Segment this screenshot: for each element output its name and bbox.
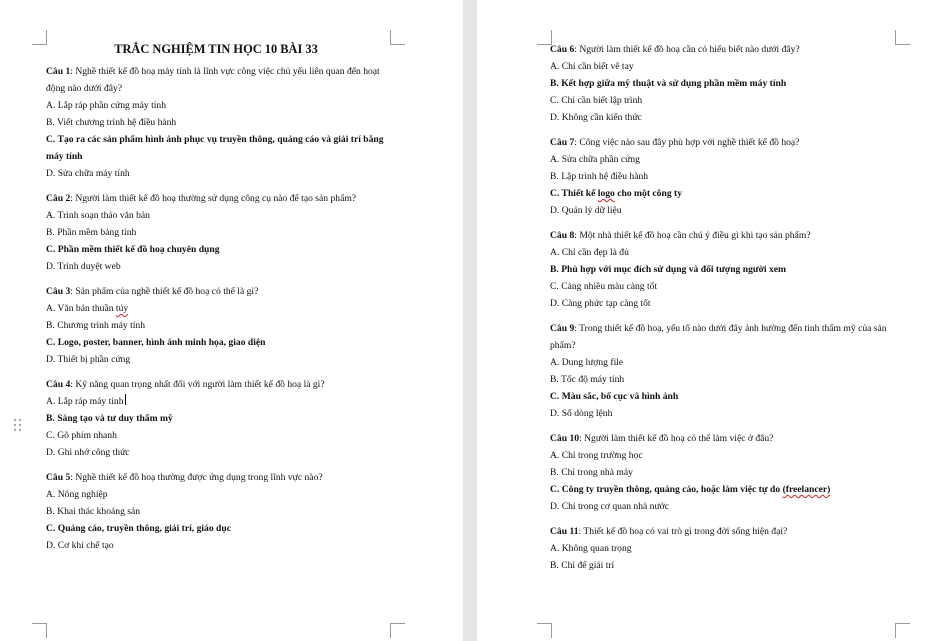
question-text[interactable] [550, 134, 895, 151]
option-text: C. Tạo ra các sản phẩm hình ảnh phục vụ truyền thông, quảng cáo và giải trí bằng máy tính [46, 134, 384, 162]
question-label: Câu 7 [550, 137, 575, 148]
option-text: B. Sáng tạo và tư duy thẩm mỹ [46, 413, 173, 424]
question-label: Câu 10 [550, 433, 580, 444]
page-body[interactable] [550, 41, 895, 582]
option-text: A. Sửa chữa phần cứng [550, 154, 640, 165]
answer-option[interactable] [46, 393, 386, 410]
text-cursor [125, 394, 126, 405]
option-text: C. Chỉ cần biết lập trình [550, 95, 643, 106]
answer-option[interactable] [550, 278, 895, 295]
question-label: Câu 1 [46, 66, 71, 77]
option-text: C. Thiết kế [550, 188, 598, 199]
question-prompt: : Nghề thiết kế đồ hoạ thường được ứng dụng trong lĩnh vực nào? [70, 472, 323, 483]
question-block [550, 227, 895, 312]
question-label: Câu 2 [46, 193, 71, 204]
option-text: B. Khai thác khoáng sản [46, 506, 141, 517]
document-title: TRẮC NGHIỆM TIN HỌC 10 BÀI 33 [114, 42, 318, 56]
option-text: B. Chỉ để giải trí [550, 560, 615, 571]
option-text: B. Chương trình máy tính [46, 320, 146, 331]
option-text: C. Logo, poster, banner, hình ảnh minh họa, giao diện [46, 337, 266, 348]
option-text: B. Chỉ trong nhà máy [550, 467, 633, 478]
answer-option[interactable] [46, 486, 386, 503]
question-label: Câu 5 [46, 472, 71, 483]
option-text: A. Văn bản thuần [46, 303, 116, 314]
option-text: B. Phù hợp với mục đích sử dụng và đối tượng người xem [550, 264, 787, 275]
question-text[interactable] [46, 190, 386, 207]
option-text: B. Phần mềm bảng tính [46, 227, 137, 238]
question-text[interactable] [550, 430, 895, 447]
option-text: C. Càng nhiều màu càng tốt [550, 281, 658, 292]
question-label: Câu 6 [550, 44, 575, 55]
answer-option[interactable] [46, 258, 386, 275]
answer-option[interactable] [550, 295, 895, 312]
answer-option[interactable] [550, 354, 895, 371]
option-text: A. Lắp ráp máy tính [46, 396, 124, 407]
answer-option[interactable] [550, 151, 895, 168]
question-block [46, 190, 386, 275]
question-block [46, 376, 386, 461]
answer-option[interactable] [46, 444, 386, 461]
question-text[interactable] [46, 283, 386, 300]
option-text: A. Chỉ trong trường học [550, 450, 643, 461]
answer-option[interactable] [46, 114, 386, 131]
answer-option[interactable] [550, 405, 895, 422]
option-text: C. Phần mềm thiết kế đồ hoạ chuyên dụng [46, 244, 220, 255]
answer-option[interactable] [550, 92, 895, 109]
margin-corner-mark [537, 623, 552, 638]
option-text-tail: cho một công ty [614, 188, 683, 199]
option-text: A. Nông nghiệp [46, 489, 108, 500]
question-text[interactable] [550, 523, 895, 540]
answer-option[interactable] [550, 447, 895, 464]
option-text: C. Công ty truyền thông, quảng cáo, hoặc làm việc tự do [550, 484, 783, 495]
question-prompt: : Thiết kế đồ hoạ có vai trò gì trong đời sống hiện đại? [578, 526, 788, 537]
question-text[interactable] [46, 469, 386, 486]
question-prompt: : Kỹ năng quan trọng nhất đối với người làm thiết kế đồ hoạ là gì? [70, 379, 325, 390]
answer-option-correct[interactable] [46, 520, 386, 537]
question-block [46, 63, 386, 182]
question-prompt: : Một nhà thiết kế đồ hoạ cần chú ý điều gì khi tạo sản phẩm? [574, 230, 811, 241]
answer-option[interactable] [46, 300, 386, 317]
question-label: Câu 9 [550, 323, 575, 334]
option-text: B. Lập trình hệ điều hành [550, 171, 649, 182]
question-prompt: : Trong thiết kế đồ hoạ, yếu tố nào dưới đây ảnh hưởng đến tính thẩm mỹ của sản phẩm? [550, 323, 887, 351]
document-page-left[interactable] [0, 0, 463, 641]
answer-option[interactable] [46, 317, 386, 334]
answer-option[interactable] [46, 97, 386, 114]
margin-corner-mark [32, 623, 47, 638]
answer-option[interactable] [550, 557, 895, 574]
margin-corner-mark [895, 30, 910, 45]
question-prompt: : Nghề thiết kế đồ hoạ máy tính là lĩnh vực công việc chủ yếu liên quan đến hoạt động nào dưới đây? [46, 66, 380, 94]
answer-option[interactable] [550, 371, 895, 388]
option-text: D. Không cần kiến thức [550, 112, 642, 123]
option-text: D. Ghi nhớ công thức [46, 447, 130, 458]
answer-option[interactable] [550, 540, 895, 557]
option-text: D. Cơ khí chế tạo [46, 540, 114, 551]
answer-option-correct[interactable] [550, 388, 895, 405]
answer-option[interactable] [46, 165, 386, 182]
spellcheck-flagged-word[interactable]: (freelancer) [782, 484, 831, 495]
margin-corner-mark [390, 30, 405, 45]
answer-option[interactable] [550, 58, 895, 75]
question-text[interactable] [46, 376, 386, 393]
question-block [550, 320, 895, 422]
option-text: B. Tốc độ máy tính [550, 374, 625, 385]
question-prompt: : Người làm thiết kế đồ hoạ có thể làm việc ở đâu? [579, 433, 774, 444]
page-body[interactable] [46, 41, 386, 562]
answer-option[interactable] [550, 109, 895, 126]
question-block [46, 283, 386, 368]
margin-corner-mark [32, 30, 47, 45]
option-text: D. Số dòng lệnh [550, 408, 613, 419]
answer-option-correct[interactable] [46, 241, 386, 258]
question-prompt: : Công việc nào sau đây phù hợp với nghề thiết kế đồ hoạ? [574, 137, 800, 148]
option-text: C. Quảng cáo, truyền thông, giải trí, giáo dục [46, 523, 231, 534]
answer-option-correct[interactable] [550, 185, 895, 202]
option-text: D. Sửa chữa máy tính [46, 168, 130, 179]
spellcheck-flagged-word[interactable]: túy [115, 303, 129, 314]
answer-option[interactable] [46, 224, 386, 241]
option-text: A. Lắp ráp phần cứng máy tính [46, 100, 167, 111]
option-text: D. Càng phức tạp càng tốt [550, 298, 651, 309]
question-block [550, 523, 895, 574]
answer-option[interactable] [550, 244, 895, 261]
question-label: Câu 4 [46, 379, 71, 390]
answer-option-correct[interactable] [46, 410, 386, 427]
option-text: D. Trình duyệt web [46, 261, 121, 272]
option-text: A. Chỉ cần đẹp là đủ [550, 247, 629, 258]
question-text[interactable] [550, 227, 895, 244]
option-text: D. Quản lý dữ liệu [550, 205, 622, 216]
answer-option[interactable] [46, 207, 386, 224]
question-label: Câu 8 [550, 230, 575, 241]
option-text: D. Thiết bị phần cứng [46, 354, 131, 365]
question-prompt: : Người làm thiết kế đồ hoạ cần có hiểu biết nào dưới đây? [574, 44, 800, 55]
answer-option[interactable] [46, 503, 386, 520]
answer-option[interactable] [46, 537, 386, 554]
answer-option-correct[interactable] [46, 131, 386, 165]
answer-option[interactable] [550, 498, 895, 515]
margin-corner-mark [895, 623, 910, 638]
question-block [550, 41, 895, 126]
option-text: C. Gõ phím nhanh [46, 430, 117, 441]
question-block [550, 430, 895, 515]
answer-option[interactable] [550, 202, 895, 219]
answer-option-correct[interactable] [550, 261, 895, 278]
question-text[interactable] [550, 41, 895, 58]
block-drag-handle[interactable] [14, 419, 22, 433]
question-block [46, 469, 386, 554]
answer-option[interactable] [550, 168, 895, 185]
spellcheck-flagged-word[interactable]: logo [597, 188, 615, 199]
option-text: B. Kết hợp giữa mỹ thuật và sử dụng phần mềm máy tính [550, 78, 787, 89]
option-text: A. Không quan trọng [550, 543, 632, 554]
option-text: B. Viết chương trình hệ điều hành [46, 117, 177, 128]
question-text[interactable] [550, 320, 895, 354]
margin-corner-mark [390, 623, 405, 638]
answer-option[interactable] [46, 351, 386, 368]
option-text: A. Chỉ cần biết vẽ tay [550, 61, 634, 72]
answer-option-correct[interactable] [550, 75, 895, 92]
option-text: C. Màu sắc, bố cục và hình ảnh [550, 391, 679, 402]
answer-option-correct[interactable] [550, 481, 895, 498]
option-text: A. Dung lượng file [550, 357, 624, 368]
question-prompt: : Người làm thiết kế đồ hoạ thường sử dụng công cụ nào để tạo sản phẩm? [70, 193, 357, 204]
answer-option[interactable] [550, 464, 895, 481]
document-page-right[interactable] [477, 0, 949, 641]
option-text: D. Chỉ trong cơ quan nhà nước [550, 501, 669, 512]
option-text: A. Trình soạn thảo văn bản [46, 210, 150, 221]
question-text[interactable] [46, 63, 386, 97]
question-prompt: : Sản phẩm của nghề thiết kế đồ hoạ có thể là gì? [70, 286, 259, 297]
answer-option[interactable] [46, 427, 386, 444]
question-label: Câu 3 [46, 286, 71, 297]
answer-option-correct[interactable] [46, 334, 386, 351]
question-label: Câu 11 [550, 526, 579, 537]
question-block [550, 134, 895, 219]
